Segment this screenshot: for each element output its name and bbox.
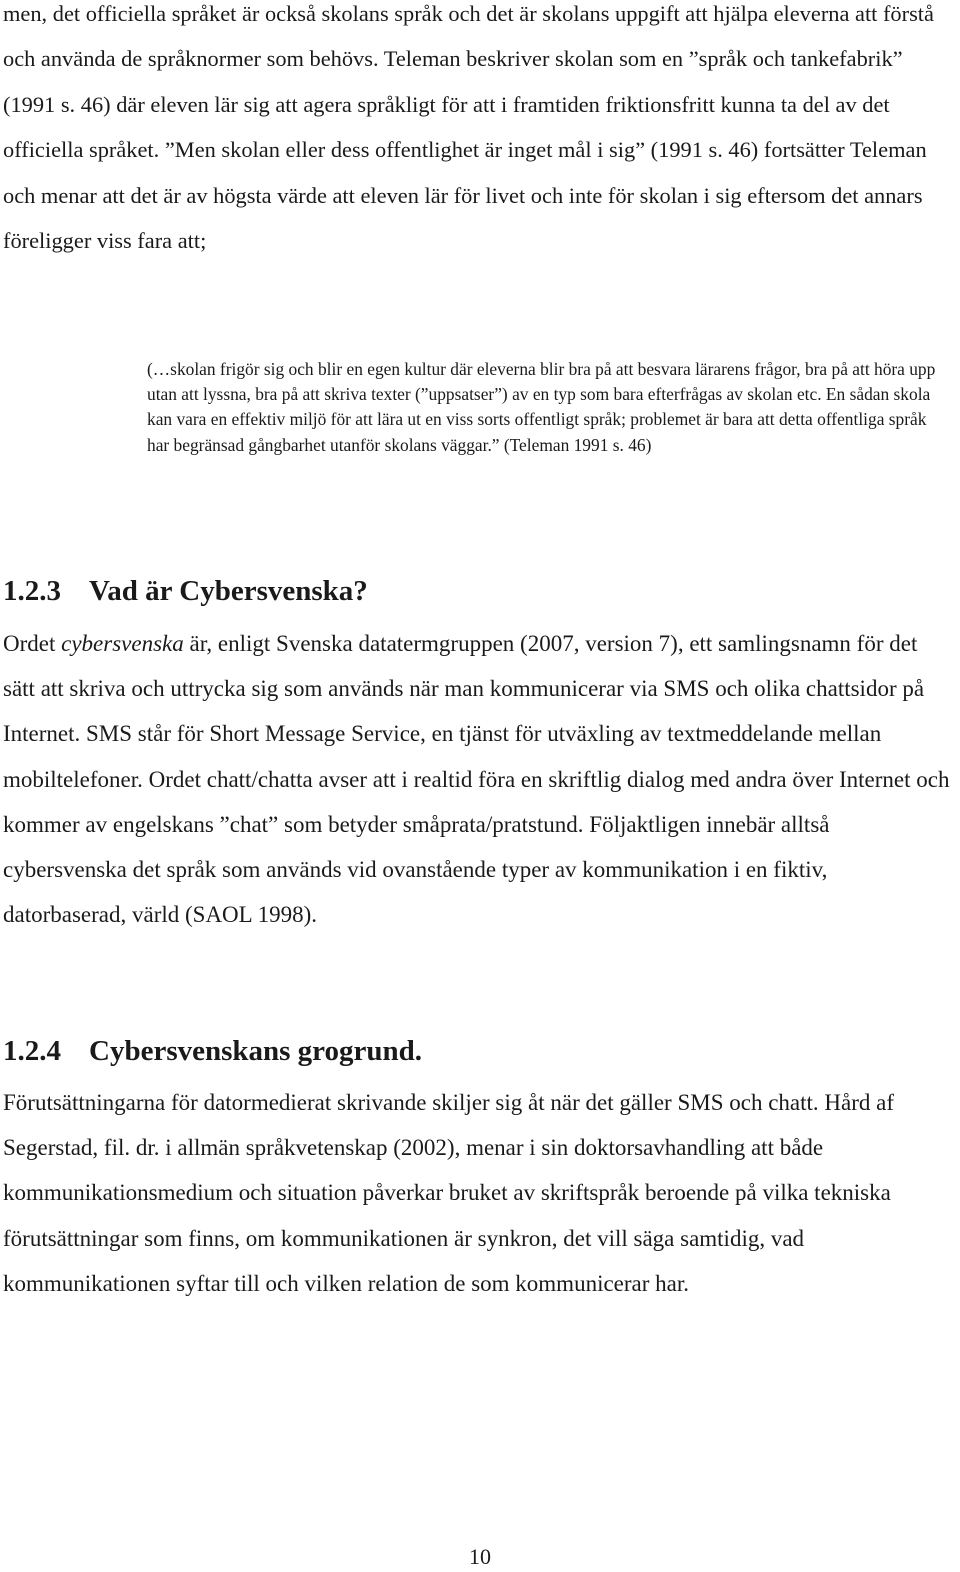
emphasized-term: cybersvenska xyxy=(61,631,184,656)
section-heading-1-2-4 xyxy=(3,1034,943,1068)
body-paragraph-cybersvenska xyxy=(3,621,953,937)
page-number: 10 xyxy=(469,1544,491,1569)
section-heading-1-2-3 xyxy=(3,574,943,608)
section-title: Vad är Cybersvenska? xyxy=(89,575,368,607)
paragraph-rest: är, enligt Svenska datatermgruppen (2007, version 7), ett samlingsnamn för det sätt att skriva och uttrycka sig som används när man kommunicerar via SMS och olika chattsidor på Internet. SMS står för Short Message Service, en tjänst för utväxling av textmeddelande mellan mobiltelefoner. Ordet chatt/chatta avser att i realtid föra en skriftlig dialog med andra över Internet och kommer av engelskans ”chat” som betyder småprata/pratstund. Följaktligen innebär alltså cybersvenska det språk som används vid ovanstående typer av kommunikation i en fiktiv, datorbaserad, värld (SAOL 1998). xyxy=(3,631,950,928)
section-number: 1.2.3 xyxy=(3,575,61,607)
body-paragraph-grogrund: Förutsättningarna för datormedierat skrivande skiljer sig åt när det gäller SMS och chatt. Hård af Segerstad, fil. dr. i allmän språkvetenskap (2002), menar i sin doktorsavhandling att både kommunikationsmedium och situation påverkar bruket av skriftspråk beroende på vilka tekniska förutsättningar som finns, om kommunikationen är synkron, det vill säga samtidig, vad kommunikationen syftar till och vilken relation de som kommunicerar har. xyxy=(3,1090,894,1296)
block-quote: (…skolan frigör sig och blir en egen kultur där eleverna blir bra på att besvara lärarens frågor, bra på att höra upp utan att lyssna, bra på att skriva texter (”uppsatser”) av en typ som bara efterfrågas av skolan etc. En sådan skola kan vara en effektiv miljö för att lära ut en viss sorts offentligt språk; problemet är bara att detta offentliga språk har begränsad gångbarhet utanför skolans väggar.” (Teleman 1991 s. 46) xyxy=(147,359,936,455)
section-number: 1.2.4 xyxy=(3,1035,61,1067)
intro-text: men, det officiella språket är också skolans språk och det är skolans uppgift att hjälpa eleverna att förstå och använda de språknormer som behövs. Teleman beskriver skolan som en ”språk och tankefabrik” (1991 s. 46) där eleven lär sig att agera språkligt för att i framtiden friktionsfritt kunna ta del av det officiella språket. ”Men skolan eller dess offentlighet är inget mål i sig” (1991 s. 46) fortsätter Teleman och menar att det är av högsta värde att eleven lär för livet och inte för skolan i sig eftersom det annars föreligger viss fara att; xyxy=(3,1,934,254)
section-title: Cybersvenskans grogrund. xyxy=(89,1035,423,1067)
paragraph-prefix: Ordet xyxy=(3,631,62,656)
body-paragraph-intro xyxy=(3,0,953,263)
